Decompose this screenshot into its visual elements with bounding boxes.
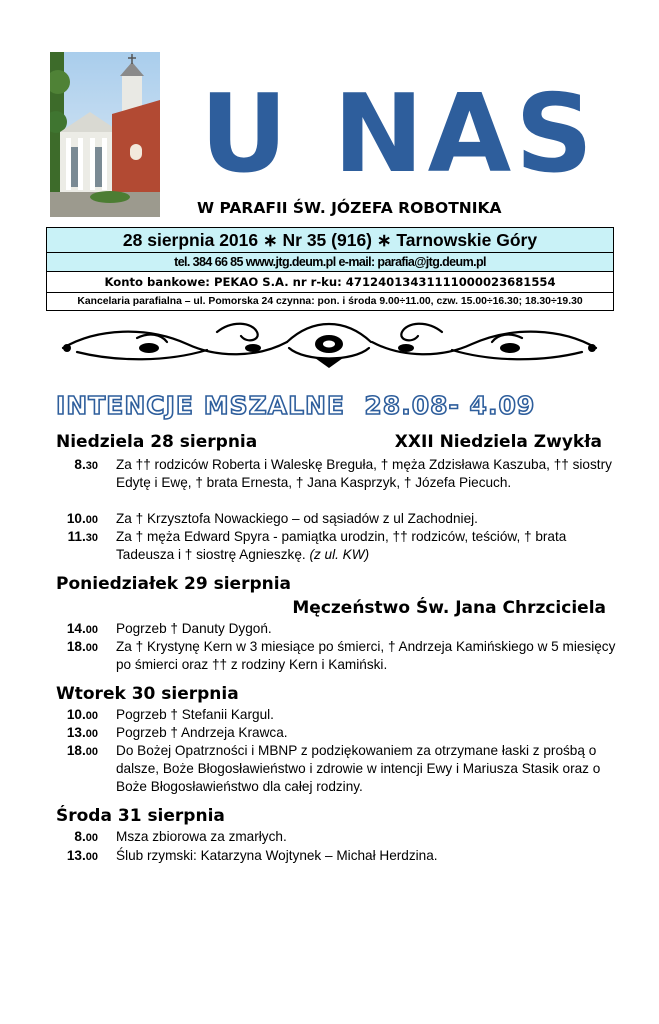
mass-intention: Pogrzeb † Andrzeja Krawca. [116,725,288,740]
mass-entry [58,828,618,846]
mass-entry [58,638,618,674]
mass-intention: Za † Krystynę Kern w 3 miesiące po śmierci, † Andrzeja Kamińskiego w 5 miesięcy po śmierci oraz †† z rodziny Kern i Kamiński. [116,639,616,672]
mass-entry [58,528,618,564]
mass-time: 8.30 [74,457,98,472]
mass-entry [58,706,618,724]
mass-time: 13.00 [66,848,98,863]
mass-note: (z ul. KW) [309,547,370,562]
mass-entry [58,620,618,638]
mass-time: 11.30 [67,529,98,544]
issue-line: 28 sierpnia 2016 ∗ Nr 35 (916) ∗ Tarnowskie Góry [47,228,613,252]
day-heading [56,432,616,452]
mass-entry [58,456,618,492]
mass-time: 18.00 [66,743,98,758]
day-heading [56,684,616,704]
day-heading [56,806,616,826]
mass-intention: Ślub rzymski: Katarzyna Wojtynek – Michał Herdzina. [116,848,438,863]
day-heading [56,574,616,594]
section-title [56,388,536,422]
mass-intention: Za † Krzysztofa Nowackiego – od sąsiadów z ul Zachodniej. [116,511,478,526]
bank-line: Konto bankowe: PEKAO S.A. nr r-ku: 47124013431111000023681554 [47,271,613,292]
mass-intention: Za † męża Edward Spyra - pamiątka urodzin, †† rodziców, teściów, † brata Tadeusza i † siostrę Agnieszkę. (z ul. KW) [116,529,567,562]
info-box [46,227,614,311]
mass-entry [58,724,618,742]
feast-name: XXII Niedziela Zwykła [394,432,602,452]
day-name: Wtorek 30 sierpnia [56,684,239,704]
mass-entry [58,510,618,528]
mass-entry [58,742,618,796]
mass-intention: Do Bożej Opatrzności i MBNP z podziękowaniem za otrzymane łaski z prośbą o dalsze, Boże Błogosławieństwo i zdrowie w intencji Ewy i Mariusza Stasik oraz o Boże Błogosławieństwo dla całej rodziny. [116,743,601,794]
office-line: Kancelaria parafialna – ul. Pomorska 24 czynna: pon. i środa 9.00÷11.00, czw. 15.00÷16.30; 18.30÷19.30 [47,292,613,310]
masthead-title: U NAS [200,72,598,197]
feast-name: Męczeństwo Św. Jana Chrzciciela [292,598,606,618]
section-title-text: INTENCJE MSZALNE 28.08- 4.09 [56,391,536,420]
mass-intention: Za †† rodziców Roberta i Waleskę Breguła, † męża Zdzisława Kaszuba, †† siostry Edytę i Ewę, † brata Ernesta, † Jana Kasprzyk, † Józefa Piecuch. [116,457,612,490]
mass-time: 14.00 [66,621,98,636]
day-name: Poniedziałek 29 sierpnia [56,574,292,594]
mass-time: 10.00 [66,511,98,526]
ornament-divider [57,318,602,370]
mass-intention: Msza zbiorowa za zmarłych. [116,829,287,844]
mass-intention: Pogrzeb † Danuty Dygoń. [116,621,272,636]
mass-entry [58,847,618,865]
parish-name: W PARAFII ŚW. JÓZEFA ROBOTNIKA [197,199,502,217]
day-name: Niedziela 28 sierpnia [56,432,258,452]
mass-time: 13.00 [66,725,98,740]
day-name: Środa 31 sierpnia [56,806,225,826]
contact-line: tel. 384 66 85 www.jtg.deum.pl e-mail: parafia@jtg.deum.pl [47,252,613,271]
mass-intention: Pogrzeb † Stefanii Kargul. [116,707,274,722]
mass-time: 10.00 [66,707,98,722]
mass-time: 18.00 [66,639,98,654]
church-photo [50,52,160,217]
mass-time: 8.00 [74,829,98,844]
